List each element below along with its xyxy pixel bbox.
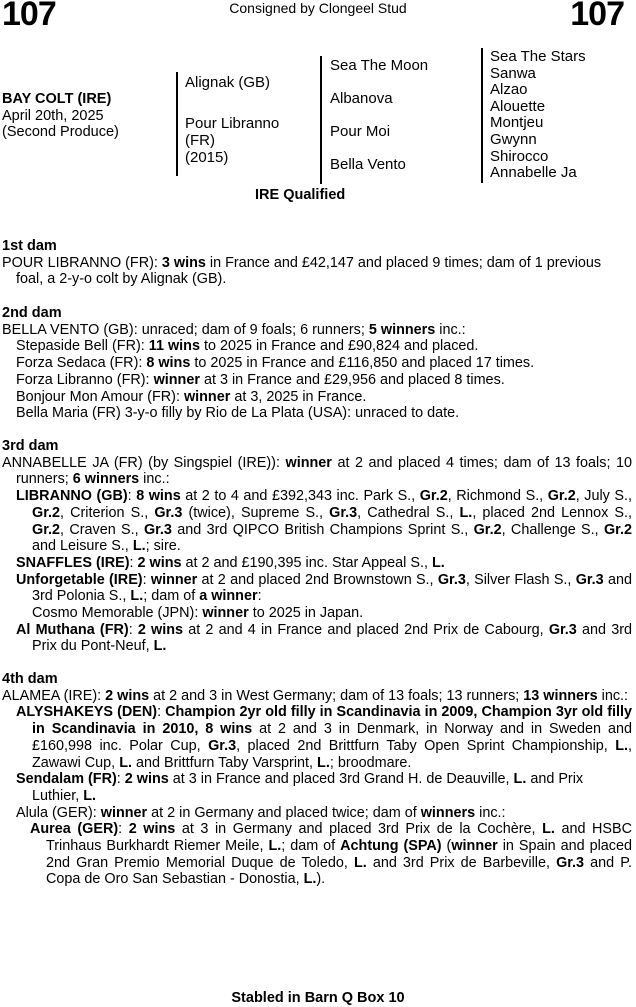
- pedigree-great-grandparents: Sea The Stars Sanwa Alzao Alouette Montjeu Gwynn Shirocco Annabelle Ja: [490, 48, 586, 182]
- stabling-footer: Stabled in Barn Q Box 10: [231, 990, 405, 1006]
- third-dam-section: [2, 438, 632, 655]
- pedigree-divider-3: [481, 48, 483, 183]
- horse-description: [2, 91, 119, 141]
- horse-produce: (Second Produce): [2, 124, 119, 140]
- pedigree-sire: Alignak (GB): [185, 74, 271, 91]
- lot-number-right: 107: [570, 0, 624, 33]
- second-dam-section: [2, 305, 632, 422]
- lot-number-left: 107: [2, 0, 56, 33]
- first-dam-section: [2, 238, 632, 288]
- qualified-label: IRE Qualified: [255, 187, 346, 203]
- snaffles-entry: SNAFFLES (IRE): 2 wins at 2 and £190,395 inc. Star Appeal S., L.: [16, 554, 445, 571]
- pedigree-gp-2: Albanova: [330, 90, 393, 107]
- cosmo-entry: Cosmo Memorable (JPN): winner to 2025 in Japan.: [32, 605, 364, 622]
- libranno-entry: LIBRANNO (GB): 8 wins at 2 to 4 and £392,343 inc. Park S., Gr.2, Richmond S., Gr.2, July S., Gr.2, Criterion S., Gr.3 (twice), Supreme S., Gr.3, Cathedral S., L., placed 2nd Lennox S., Gr.2, Craven S., Gr.3 and 3rd QIPCO British Champions Sprint S., Gr.2, Challenge S., Gr.2 and Leisure S., L.; sire.: [16, 488, 633, 555]
- fourth-dam-intro: ALAMEA (IRE): 2 wins at 2 and 3 in West Germany; dam of 13 foals; 13 runners; 13 winners inc.:: [2, 687, 629, 704]
- second-dam-intro: BELLA VENTO (GB): unraced; dam of 9 foals; 6 runners; 5 winners inc.:: [2, 321, 466, 338]
- second-dam-heading: 2nd dam: [2, 305, 62, 321]
- second-dam-entry: Forza Libranno (FR): winner at 3 in France and £29,956 and placed 8 times.: [16, 371, 505, 388]
- horse-title: BAY COLT (IRE): [2, 91, 112, 107]
- second-dam-entry: Stepaside Bell (FR): 11 wins to 2025 in France and £90,824 and placed.: [16, 338, 479, 355]
- pedigree-divider-1: [176, 72, 178, 176]
- third-dam-heading: 3rd dam: [2, 438, 59, 454]
- consignor: Consigned by Clongeel Stud: [229, 0, 407, 16]
- pedigree-gp-4: Bella Vento: [330, 156, 406, 173]
- second-dam-entry: Bonjour Mon Amour (FR): winner at 3, 2025 in France.: [16, 388, 367, 405]
- pedigree-dam: Pour Libranno (FR) (2015): [185, 115, 280, 166]
- third-dam-intro: ANNABELLE JA (FR) (by Singspiel (IRE)): winner at 2 and placed 4 times; dam of 13 foals; 10 runners; 6 winners inc.:: [2, 454, 632, 488]
- pedigree-gp-3: Pour Moi: [330, 123, 391, 140]
- second-dam-entry: Bella Maria (FR) 3-y-o filly by Rio de La Plata (USA): unraced to date.: [16, 405, 460, 422]
- first-dam-heading: 1st dam: [2, 238, 57, 254]
- second-dam-entry: Forza Sedaca (FR): 8 wins to 2025 in France and £116,850 and placed 17 times.: [16, 355, 535, 372]
- horse-foaled: April 20th, 2025: [2, 107, 104, 124]
- alyshakeys-entry: ALYSHAKEYS (DEN): Champion 2yr old filly in Scandinavia in 2009, Champion 3yr old filly in Scandinavia in 2010, 8 wins at 2 and 3 in Denmark, in Norway and in Sweden and £160,998 inc. Polar Cup, Gr.3, placed 2nd Brittfurn Taby Open Sprint Championship, L., Zawawi Cup, L. and Brittfurn Taby Varsprint, L.; broodmare.: [16, 704, 632, 771]
- pedigree-gp-1: Sea The Moon: [330, 57, 429, 74]
- unforgetable-entry: Unforgetable (IRE): winner at 2 and placed 2nd Brownstown S., Gr.3, Silver Flash S., Gr.3 and 3rd Polonia S., L.; dam of a winner:: [16, 571, 632, 605]
- sendalam-entry: Sendalam (FR): 2 wins at 3 in France and placed 3rd Grand H. de Deauville, L. and Prix Luthier, L.: [16, 771, 584, 804]
- first-dam-text: POUR LIBRANNO (FR): 3 wins in France and £42,147 and placed 9 times; dam of 1 previous foal, a 2-y-o colt by Alignak (GB).: [2, 254, 602, 288]
- aurea-entry: Aurea (GER): 2 wins at 3 in Germany and placed 3rd Prix de la Cochère, L. and HSBC Trinhaus Burkhardt Riemer Meile, L.; dam of Achtung (SPA) (winner in Spain and placed 2nd Gran Premio Memorial Duque de Toledo, L. and 3rd Prix de Barbeville, Gr.3 and P. Copa de Oro San Sebastian - Donostia, L.).: [30, 821, 633, 888]
- alula-entry: Alula (GER): winner at 2 in Germany and placed twice; dam of winners inc.:: [16, 804, 506, 821]
- fourth-dam-section: [2, 671, 632, 888]
- muthana-entry: Al Muthana (FR): 2 wins at 2 and 4 in France and placed 2nd Prix de Cabourg, Gr.3 and 3rd Prix du Pont-Neuf, L.: [16, 621, 632, 655]
- pedigree-divider-2: [320, 56, 322, 184]
- fourth-dam-heading: 4th dam: [2, 671, 58, 687]
